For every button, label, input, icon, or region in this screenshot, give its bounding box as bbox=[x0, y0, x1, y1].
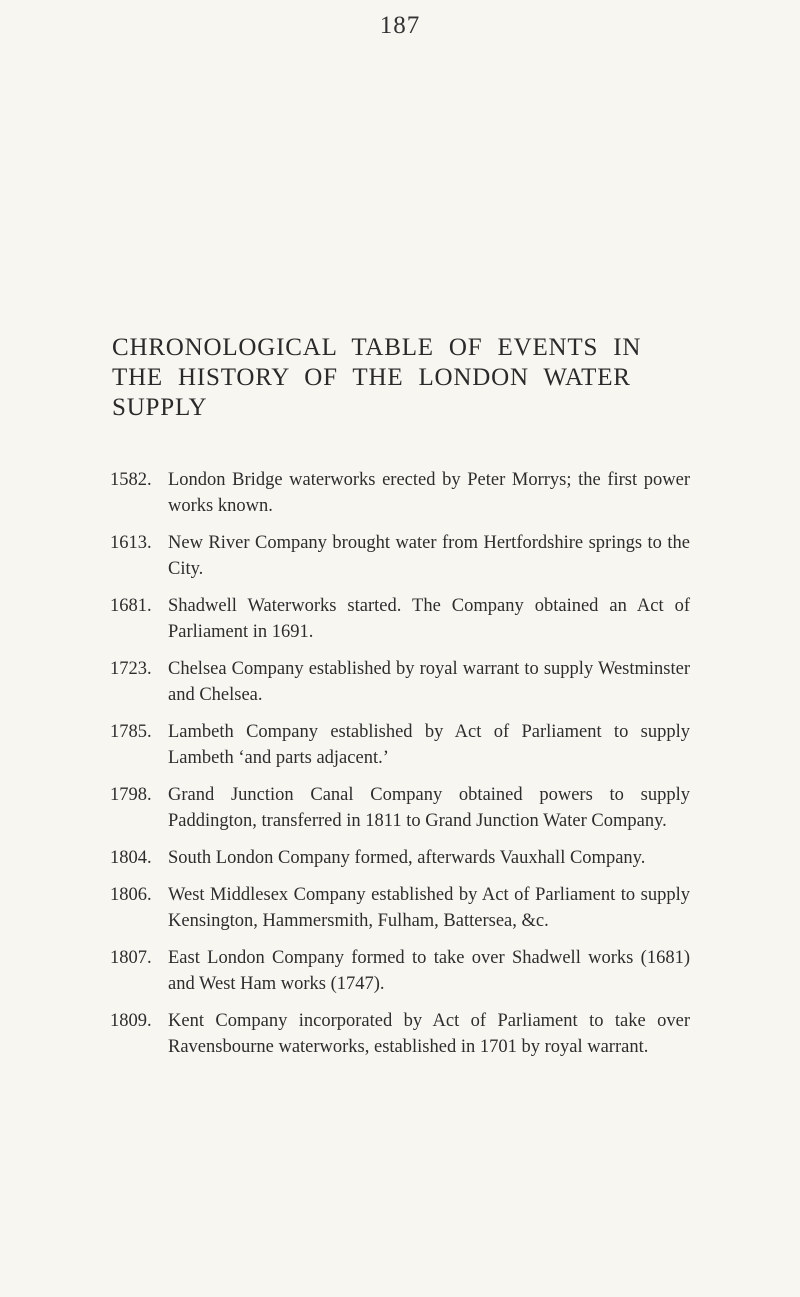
title-line-1: CHRONOLOGICAL TABLE OF EVENTS IN bbox=[112, 334, 642, 361]
entry-text: London Bridge waterworks erected by Peter Morrys; the first power works known. bbox=[168, 470, 690, 516]
chronology-entry bbox=[110, 782, 690, 834]
entry-text: Grand Junction Canal Company obtained powers to supply Paddington, transferred in 1811 to Grand Junction Water Company. bbox=[168, 785, 690, 831]
entry-text: Shadwell Waterworks started. The Company obtained an Act of Parliament in 1691. bbox=[168, 596, 690, 642]
entry-year: 1798. bbox=[110, 785, 152, 805]
entry-text: Kent Company incorporated by Act of Parliament to take over Ravensbourne waterworks, established in 1701 by royal warrant. bbox=[168, 1011, 690, 1057]
chronology-entry bbox=[110, 1008, 690, 1060]
entry-text: West Middlesex Company established by Act of Parliament to supply Kensington, Hammersmith, Fulham, Battersea, &c. bbox=[168, 885, 690, 931]
entry-year: 1723. bbox=[110, 659, 152, 679]
chronology-entry bbox=[110, 593, 690, 645]
chronology-list bbox=[110, 467, 690, 1071]
entry-year: 1785. bbox=[110, 722, 152, 742]
entry-year: 1806. bbox=[110, 885, 152, 905]
entry-year: 1681. bbox=[110, 596, 152, 616]
entry-text: New River Company brought water from Hertfordshire springs to the City. bbox=[168, 533, 690, 579]
entry-year: 1807. bbox=[110, 948, 152, 968]
entry-text: South London Company formed, afterwards Vauxhall Company. bbox=[168, 848, 646, 868]
entry-year: 1582. bbox=[110, 470, 152, 490]
entry-year: 1613. bbox=[110, 533, 152, 553]
title-line-3: SUPPLY bbox=[112, 394, 208, 421]
page-number: 187 bbox=[379, 12, 421, 39]
chronology-entry bbox=[110, 945, 690, 997]
entry-year: 1804. bbox=[110, 848, 152, 868]
entry-text: Lambeth Company established by Act of Parliament to supply Lambeth ‘and parts adjacent.’ bbox=[168, 722, 690, 768]
chronology-entry bbox=[110, 882, 690, 934]
chronology-entry bbox=[110, 719, 690, 771]
entry-text: Chelsea Company established by royal warrant to supply Westminster and Chelsea. bbox=[168, 659, 690, 705]
chronology-entry bbox=[110, 656, 690, 708]
chronology-entry bbox=[110, 845, 690, 871]
entry-year: 1809. bbox=[110, 1011, 152, 1031]
entry-text: East London Company formed to take over Shadwell works (1681) and West Ham works (1747). bbox=[168, 948, 690, 994]
chronology-entry bbox=[110, 467, 690, 519]
chronology-entry bbox=[110, 530, 690, 582]
title-line-2: THE HISTORY OF THE LONDON WATER bbox=[112, 364, 631, 391]
chapter-title bbox=[112, 333, 712, 423]
